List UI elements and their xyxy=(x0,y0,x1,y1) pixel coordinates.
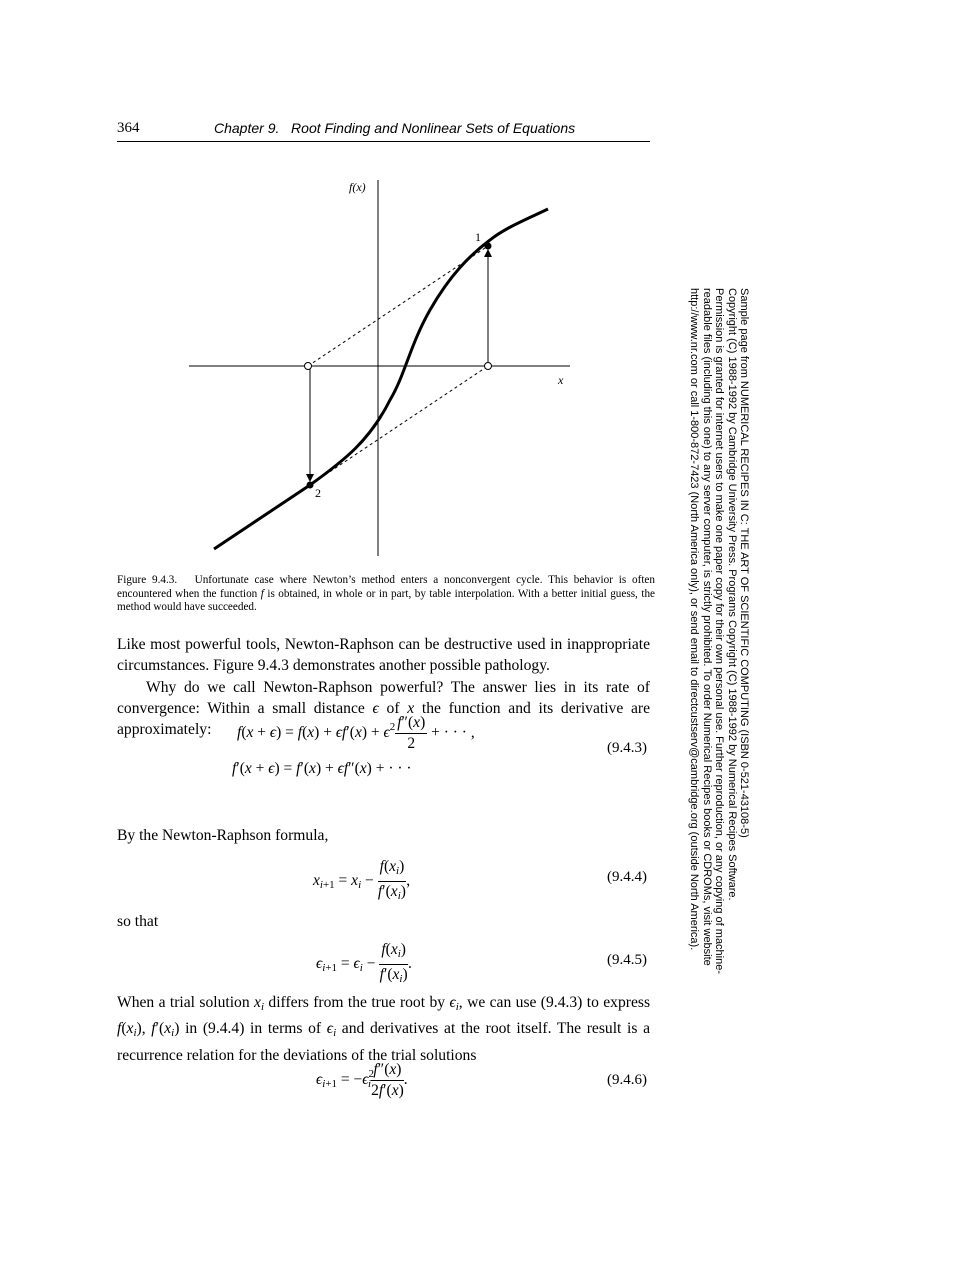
page-number: 364 xyxy=(117,120,140,136)
caption-text-b: is obtained, in whole or in part, by table interpolation. With a better initial guess, the method would have succeeded. xyxy=(117,587,656,613)
header-rule xyxy=(117,141,650,142)
sidebar-line: readable files (including this one) to any server computer, is strictly prohibited. To order Numerical Recipes books or CDROMs, visit website xyxy=(700,288,713,966)
paragraph-1: Like most powerful tools, Newton-Raphson can be destructive used in inappropriate circumstances. Figure 9.4.3 demonstrates another possible pathology. xyxy=(117,636,650,675)
caption-label: Figure 9.4.3. xyxy=(117,574,178,586)
point-2 xyxy=(307,482,314,489)
newton-cycle-figure xyxy=(180,170,580,570)
tangent-line-1 xyxy=(308,246,488,366)
y-axis-label: f(x) xyxy=(349,180,366,194)
equation-9-4-3-line-1: $f(x + \epsilon) = f(x) + \epsilon f'(x) + \epsilon^2$ $\frac{f''(x)}{2}$ + · · · , xyxy=(237,714,475,752)
axis-crossing-left xyxy=(305,363,312,370)
point-1-label: 1 xyxy=(475,230,481,244)
equation-number-9-4-5: (9.4.5) xyxy=(607,952,647,968)
sidebar-line: Copyright (C) 1988-1992 by Cambridge University Press. Programs Copyright (C) 1988-1992 by Numerical Recipes Software. xyxy=(725,288,738,901)
equation-number-9-4-3: (9.4.3) xyxy=(607,740,647,756)
equation-9-4-6: $\epsilon_{i+1} = -\epsilon^2_i$ $\frac{f''(x)}{2f'(x)}$ . xyxy=(316,1061,408,1099)
caption-text-a: Unfortunate case where Newton’s method enters a nonconvergent cycle. This behavior is often encountered when the function xyxy=(117,574,655,600)
paragraph-3: By the Newton-Raphson formula, xyxy=(117,827,329,844)
copyright-sidebar xyxy=(688,288,750,975)
equation-number-9-4-6: (9.4.6) xyxy=(607,1072,647,1088)
equation-9-4-5: $\epsilon_{i+1} = \epsilon_i$ − $\frac{f(x_i)}{f'(x_i)}$ . xyxy=(316,941,412,985)
paragraph-4: so that xyxy=(117,913,159,930)
point-1 xyxy=(485,243,492,250)
function-curve xyxy=(214,209,548,549)
paragraph-2: Why do we call Newton-Raphson powerful? The answer lies in its rate of convergence: Within a small distance ϵ of x the function and its derivative are approximately: xyxy=(117,678,650,739)
axis-crossing-right xyxy=(485,363,492,370)
x-axis-label: x xyxy=(558,373,564,387)
equation-number-9-4-4: (9.4.4) xyxy=(607,869,647,885)
caption-var: f xyxy=(260,587,264,600)
equation-9-4-3-line-2: f′(x + ϵ) = f′(x) + ϵf″(x) + · · · xyxy=(232,760,412,777)
equation-9-4-4: $x_{i+1} = x_i$ − $\frac{f(x_i)}{f'(x_i)}$ , xyxy=(313,858,411,902)
sidebar-line: http://www.nr.com or call 1-800-872-7423 (North America only), or send email to directcustserv@cambridge.org (outside North America). xyxy=(688,288,701,951)
running-head: Chapter 9. Root Finding and Nonlinear Sets of Equations xyxy=(214,120,576,136)
paragraph-5: When a trial solution $x_i$ differs from the true root by $\epsilon_i$, we can use (9.4.3) to express $f(x_i)$, $f'(x_i)$ in (9.4.4) in terms of $\epsilon_i$ and derivatives at the root itself. The result is a recurrence relation for the deviations of the trial solutions xyxy=(117,994,651,1064)
point-2-label: 2 xyxy=(315,486,321,500)
sidebar-line: Sample page from NUMERICAL RECIPES IN C: THE ART OF SCIENTIFIC COMPUTING (ISBN 0-521-43108-5) xyxy=(738,288,750,838)
sidebar-line: Permission is granted for internet users to make one paper copy for their own personal use. Further reproduction, or any copying of machine- xyxy=(713,288,726,975)
figure-caption xyxy=(117,574,655,615)
